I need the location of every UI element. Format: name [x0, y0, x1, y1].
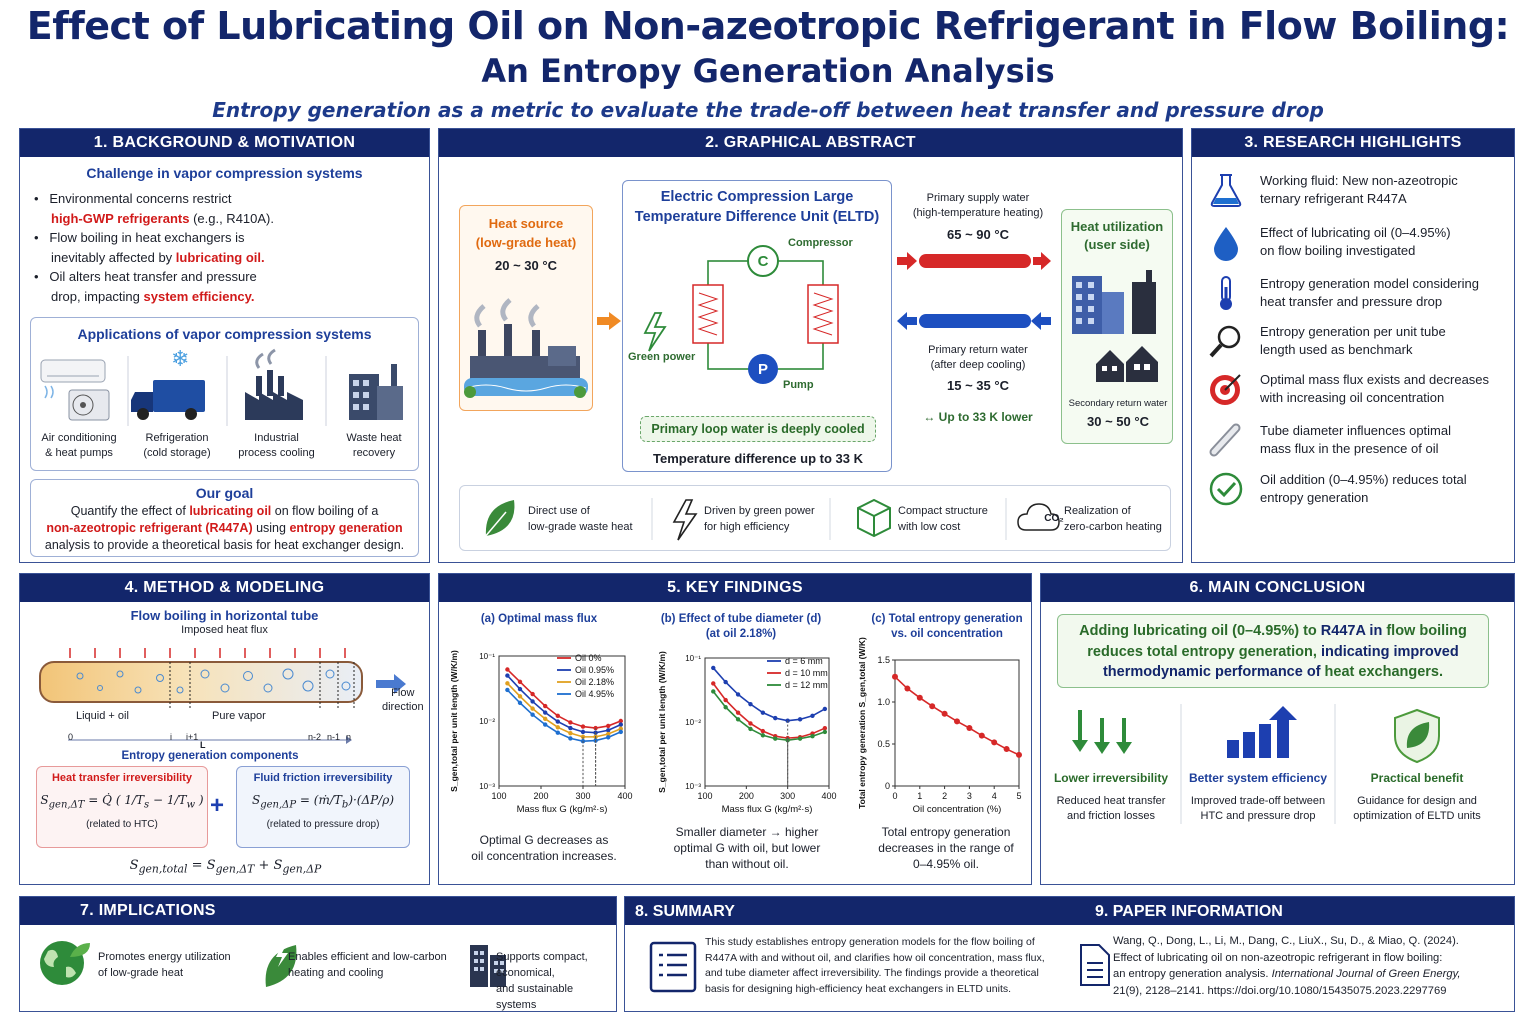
heat-transfer-box [36, 766, 208, 848]
legend-label: Oil 2.18% [575, 677, 615, 687]
compressor-label: Compressor [788, 237, 853, 249]
data-point [773, 716, 777, 720]
data-point [723, 705, 727, 709]
panel-background [438, 128, 1183, 563]
data-point [619, 722, 623, 726]
data-point [823, 730, 827, 734]
lower-label: ↔ Up to 33 K lower [923, 410, 1033, 424]
factory-icon [460, 296, 592, 406]
fluid-friction-box [236, 766, 410, 848]
data-point [991, 739, 997, 745]
data-point [568, 720, 572, 724]
data-point [568, 731, 572, 735]
magnifier-icon [1208, 323, 1244, 359]
heat-source-box [459, 205, 593, 411]
finding-caption-c: Total entropy generation decreases in the range of 0–4.95% oil. [878, 825, 1014, 871]
heat-utilization-title: Heat utilization (user side) [1070, 219, 1164, 252]
chart-title: (c) Total entropy generation [871, 613, 1023, 625]
legend-label: Oil 0.95% [575, 665, 615, 675]
city-buildings-icon [1062, 262, 1172, 392]
x-tick-label: 200 [738, 791, 754, 801]
summary-text: This study establishes entropy generation models for the flow boiling of R447A with and without oil, and clarifies how oil concentration, mass flux, and tube diameter affect irreversibility. The findings provide a theoretical basis for designing high-efficiency heat exchangers in ELTD units. [705, 936, 1045, 995]
secondary-return-label: Secondary return water [1068, 398, 1168, 409]
highlight-item: Tube diameter influences optimal mass flux in the presence of oil [1206, 417, 1506, 463]
data-point [761, 729, 765, 733]
highlight-item: Entropy generation model considering heat transfer and pressure drop [1206, 270, 1506, 316]
return-label: Primary return water (after deep cooling) [928, 344, 1028, 371]
data-point [505, 673, 509, 677]
data-point [1016, 752, 1022, 758]
axis-label: i [170, 732, 172, 742]
loop-note: Primary loop water is deeply cooled [640, 416, 876, 442]
air-conditioner-icon [41, 360, 109, 420]
x-axis-label: Mass flux G (kg/m²·s) [516, 804, 608, 815]
y-tick-label: 0 [884, 781, 890, 791]
data-point [798, 717, 802, 721]
fluid-friction-equation: $S_{gen,\Delta P}$ = $(ṁ/T_b)\cdot(\Delta P/\rho)$ [251, 793, 395, 811]
highlight-item: Optimal mass flux exists and decreases with increasing oil concentration [1206, 366, 1506, 412]
return-pipe [897, 309, 1053, 333]
goal-text: Quantify the effect of lubricating oil on flow boiling of a non-azeotropic refrigerant (R447A) using entropy generation analysis to provide a theoretical basis for heat exchanger design. [44, 504, 405, 552]
data-point [606, 724, 610, 728]
data-point [736, 692, 740, 696]
poster-title-line2: An Entropy Generation Analysis [481, 52, 1055, 90]
data-point [530, 706, 534, 710]
panel-header: 9. PAPER INFORMATION [1095, 903, 1283, 920]
shield-leaf-icon [1395, 710, 1439, 762]
app-label: Air conditioning & heat pumps [41, 432, 117, 459]
series-line [895, 677, 1019, 755]
goal-box [30, 479, 419, 557]
paper-icon [1075, 941, 1115, 991]
fluid-friction-title: Fluid friction irreversibility [253, 772, 393, 784]
data-point [736, 710, 740, 714]
eltd-box [622, 180, 892, 472]
data-point [723, 698, 727, 702]
data-point [1004, 746, 1010, 752]
chart-title: (a) Optimal mass flux [480, 613, 598, 625]
data-point [810, 714, 814, 718]
secondary-return-temp: 30 ~ 50 °C [1087, 414, 1149, 429]
panel-header: 4. METHOD & MODELING [20, 574, 429, 602]
panel-header: 6. MAIN CONCLUSION [1041, 574, 1514, 602]
data-point [556, 714, 560, 718]
data-point [723, 680, 727, 684]
flask-icon [1208, 172, 1244, 208]
chart-subtitle: vs. oil concentration [891, 628, 1003, 640]
highlight-item: Oil addition (0–4.95%) reduces total entropy generation [1206, 466, 1506, 512]
chart-a-optimal-mass-flux [441, 608, 633, 815]
data-point [606, 728, 610, 732]
bar-chart-up-icon [1227, 706, 1297, 758]
plus-sign: + [210, 792, 225, 819]
x-axis-label: Oil concentration (%) [912, 804, 1002, 815]
data-point [518, 680, 522, 684]
data-point [917, 695, 923, 701]
y-tick-label: 0.5 [877, 739, 890, 749]
axis-label: L [200, 740, 206, 750]
applications-title: Applications of vapor compression systems [77, 326, 372, 342]
heat-transfer-note: (related to HTC) [86, 819, 158, 831]
plot-frame [499, 656, 625, 786]
x-tick-label: 1 [917, 791, 923, 801]
panel-background [624, 896, 1515, 1012]
highlight-item: Entropy generation per unit tube length used as benchmark [1206, 318, 1506, 364]
conclusion-item-text: Improved trade-off between HTC and pressure drop [1190, 795, 1326, 822]
feature-label: Direct use of low-grade waste heat [528, 505, 633, 533]
data-point [505, 667, 509, 671]
conclusion-box: Adding lubricating oil (0–4.95%) to R447A in flow boiling reduces total entropy generation, indicating improved thermodynamic performance of heat exchangers. [1057, 614, 1489, 688]
panel-header-bar [625, 897, 1514, 925]
citation-text: Wang, Q., Dong, L., Li, M., Dang, C., LiuX., Su, D., & Miao, Q. (2024). Effect of lubricating oil on non-azeotropic refrigerant in flow boiling: an entropy generation analysis. International Journal of Green Energy, 21(9), 2128–2141. https://doi.org/10.1080/15435075.2023.2297769 [1113, 935, 1461, 997]
globe-leaf-icon [40, 941, 90, 985]
data-point [543, 722, 547, 726]
y-tick-label: 10⁻³ [685, 782, 701, 791]
conclusion-item-title: Better system efficiency [1188, 771, 1328, 785]
panel-background [19, 573, 430, 885]
imposed-label: Imposed heat flux [181, 624, 268, 636]
data-point [518, 701, 522, 705]
chart-b-tube-diameter [645, 608, 837, 815]
chart-title: (b) Effect of tube diameter (d) [660, 613, 822, 625]
implication-text: Enables efficient and low-carbon heating and cooling [288, 951, 447, 979]
conclusion-item-text: Guidance for design and optimization of ELTD units [1353, 795, 1481, 822]
data-point [543, 710, 547, 714]
legend-label: Oil 0% [575, 653, 602, 663]
thermometer-icon [1208, 275, 1244, 311]
data-point [606, 735, 610, 739]
check-icon [1208, 471, 1244, 507]
x-tick-label: 400 [617, 791, 633, 801]
feature-label: Realization of zero-carbon heating [1064, 505, 1162, 533]
implication-text: Promotes energy utilization of low-grade heat [98, 951, 231, 979]
legend-label: d = 6 mm [785, 656, 823, 666]
y-axis-label: S_gen,total per unit length (W/K/m) [657, 651, 667, 793]
data-point [748, 721, 752, 725]
data-point [530, 713, 534, 717]
app-label: Refrigeration (cold storage) [143, 432, 211, 459]
data-point [736, 717, 740, 721]
conclusion-item-title: Practical benefit [1370, 771, 1464, 785]
x-tick-label: 5 [1016, 791, 1022, 801]
conclusion-item-title: Lower irreversibility [1053, 771, 1169, 785]
waste-heat-building-icon [349, 364, 403, 420]
poster-title: Effect of Lubricating Oil on Non-azeotropic Refrigerant in Flow Boiling: [26, 4, 1510, 48]
truck-icon [131, 346, 205, 420]
features-bar [459, 485, 1171, 551]
finding-caption-b: Smaller diameter → higher optimal G with oil, but lower than without oil. [673, 825, 821, 871]
data-point [581, 730, 585, 734]
target-icon [1208, 371, 1244, 407]
highlight-item: Working fluid: New non-azeotropic ternary refrigerant R447A [1206, 167, 1506, 213]
data-point [979, 733, 985, 739]
panel-header: 7. IMPLICATIONS [20, 897, 616, 925]
data-point [530, 699, 534, 703]
svg-text:❄: ❄ [171, 346, 190, 371]
chart-subtitle: (at oil 2.18%) [705, 628, 777, 640]
axis-label: n-2 [308, 732, 322, 742]
data-point [929, 703, 935, 709]
data-point [556, 725, 560, 729]
data-point [518, 694, 522, 698]
supply-label: Primary supply water (high-temperature heating) [912, 192, 1044, 219]
panel-header: 3. RESEARCH HIGHLIGHTS [1192, 129, 1514, 157]
data-point [954, 718, 960, 724]
y-tick-label: 1.5 [877, 655, 890, 665]
x-tick-label: 300 [780, 791, 796, 801]
pump-letter: P [757, 361, 768, 378]
data-point [761, 710, 765, 714]
highlight-item: Effect of lubricating oil (0–4.95%) on flow boiling investigated [1206, 219, 1506, 265]
heat-transfer-title: Heat transfer irreversibility [51, 772, 192, 784]
y-axis-label: S_gen,total per unit length (W/K/m) [449, 650, 459, 792]
vapor-label: Pure vapor [212, 710, 266, 722]
panel-background [1040, 573, 1515, 885]
tube-icon [1208, 422, 1244, 458]
fluid-friction-note: (related to pressure drop) [266, 819, 380, 831]
data-point [823, 707, 827, 711]
panel-header: 2. GRAPHICAL ABSTRACT [439, 129, 1182, 157]
return-temp: 15 ~ 35 °C [947, 378, 1009, 393]
x-tick-label: 300 [575, 791, 591, 801]
data-point [556, 719, 560, 723]
data-point [904, 686, 910, 692]
axis-label: i+1 [186, 732, 199, 742]
data-point [773, 736, 777, 740]
data-point [518, 687, 522, 691]
liquid-label: Liquid + oil [76, 710, 129, 722]
data-point [761, 733, 765, 737]
compressor-letter: C [757, 253, 769, 270]
legend-label: Oil 4.95% [575, 689, 615, 699]
heat-source-temp: 20 ~ 30 °C [495, 258, 557, 273]
heat-source-title: Heat source (low-grade heat) [475, 216, 577, 250]
components-title: Entropy generation components [121, 750, 299, 762]
x-tick-label: 3 [966, 791, 972, 801]
conclusion-item-text: Reduced heat transfer and friction losses [1056, 795, 1166, 822]
challenge-title: Challenge in vapor compression systems [86, 165, 363, 181]
poster-subtitle: Entropy generation as a metric to evaluate the trade-off between heat transfer and pressure drop [212, 98, 1324, 122]
x-tick-label: 2 [942, 791, 948, 801]
data-point [966, 725, 972, 731]
axis-label: n-1 [327, 732, 341, 742]
legend-label: d = 10 mm [785, 668, 828, 678]
applications-box [30, 317, 419, 471]
finding-caption-a: Optimal G decreases as oil concentration increases. [471, 833, 617, 863]
data-point [798, 736, 802, 740]
chart-c-total-entropy [851, 608, 1031, 815]
green-power-label: Green power [628, 351, 696, 363]
y-tick-label: 10⁻² [685, 718, 701, 727]
y-tick-label: 10⁻³ [479, 782, 495, 791]
data-point [892, 674, 898, 680]
panel-header: 5. KEY FINDINGS [439, 574, 1031, 602]
arrow-right-icon [597, 312, 621, 330]
challenge-bullets: • Environmental concerns restrict high-GWP refrigerants (e.g., R410A). • Flow boiling in heat exchangers is inevitably affected by lubricating oil. • Oil alters heat transfer and pressure drop, impacting system efficiency. [34, 191, 274, 304]
data-point [942, 711, 948, 717]
x-tick-label: 400 [821, 791, 837, 801]
data-point [711, 689, 715, 693]
y-tick-label: 10⁻¹ [685, 654, 701, 663]
pump-label: Pump [783, 379, 814, 391]
feature-label: Compact structure with low cost [898, 505, 988, 533]
panel-background [19, 128, 430, 563]
app-label: Industrial process cooling [238, 432, 315, 459]
data-point [748, 727, 752, 731]
panel-background [1191, 128, 1515, 563]
data-point [711, 681, 715, 685]
lightning-icon [645, 313, 665, 351]
co2-label: CO₂ [1044, 513, 1064, 524]
y-tick-label: 1.0 [877, 697, 890, 707]
panel-background [19, 896, 617, 1012]
factory-icon [245, 350, 303, 420]
data-point [556, 731, 560, 735]
temp-diff: Temperature difference up to 33 K [653, 451, 863, 466]
lightning-icon [674, 500, 696, 540]
panel-header: 8. SUMMARY [635, 903, 735, 920]
goal-title: Our goal [195, 485, 254, 501]
data-point [543, 704, 547, 708]
y-tick-label: 10⁻² [479, 717, 495, 726]
data-point [810, 734, 814, 738]
axis-label: 0 [68, 732, 74, 742]
supply-pipe [897, 249, 1053, 273]
data-point [581, 724, 585, 728]
data-point [543, 717, 547, 721]
flow-direction-label: Flow direction [382, 687, 424, 713]
data-point [568, 726, 572, 730]
x-axis-label: Mass flux G (kg/m²·s) [721, 804, 813, 815]
total-equation: $S_{gen,total} = S_{gen,\Delta T} + S_{gen,\Delta P}$ [129, 858, 322, 876]
data-point [568, 736, 572, 740]
tube-title: Flow boiling in horizontal tube [130, 608, 319, 623]
down-arrows-icon [1072, 710, 1132, 754]
supply-temp: 65 ~ 90 °C [947, 227, 1009, 242]
x-tick-label: 0 [892, 791, 898, 801]
x-tick-label: 4 [991, 791, 997, 801]
panel-background [438, 573, 1032, 885]
x-tick-label: 100 [697, 791, 713, 801]
x-tick-label: 200 [533, 791, 549, 801]
data-point [505, 681, 509, 685]
legend-label: d = 12 mm [785, 680, 828, 690]
app-label: Waste heat recovery [346, 432, 402, 459]
data-point [530, 692, 534, 696]
applications-icons [31, 346, 420, 426]
data-point [619, 730, 623, 734]
y-axis-label: Total entropy generation S_gen,total (W/K) [857, 637, 867, 809]
axis-label: n [346, 732, 352, 742]
heat-transfer-equation: $S_{gen,\Delta T}$ = Q̇ ( $1/T_s - 1/T_w$ ) [40, 793, 204, 811]
x-tick-label: 100 [491, 791, 507, 801]
droplet-icon [1208, 224, 1244, 260]
horizontal-tube-diagram [20, 644, 431, 754]
y-tick-label: 10⁻¹ [479, 652, 495, 661]
data-point [505, 688, 509, 692]
implication-text: Supports compact, economical, and sustainable systems [496, 951, 588, 1011]
data-point [711, 666, 715, 670]
heat-utilization-box [1061, 209, 1173, 444]
panel-header: 1. BACKGROUND & MOTIVATION [20, 129, 429, 157]
eltd-title: Electric Compression Large Temperature Difference Unit (ELTD) [634, 189, 880, 225]
document-icon [645, 939, 705, 999]
feature-label: Driven by green power for high efficiency [704, 505, 815, 533]
data-point [748, 702, 752, 706]
cube-icon [858, 500, 890, 536]
